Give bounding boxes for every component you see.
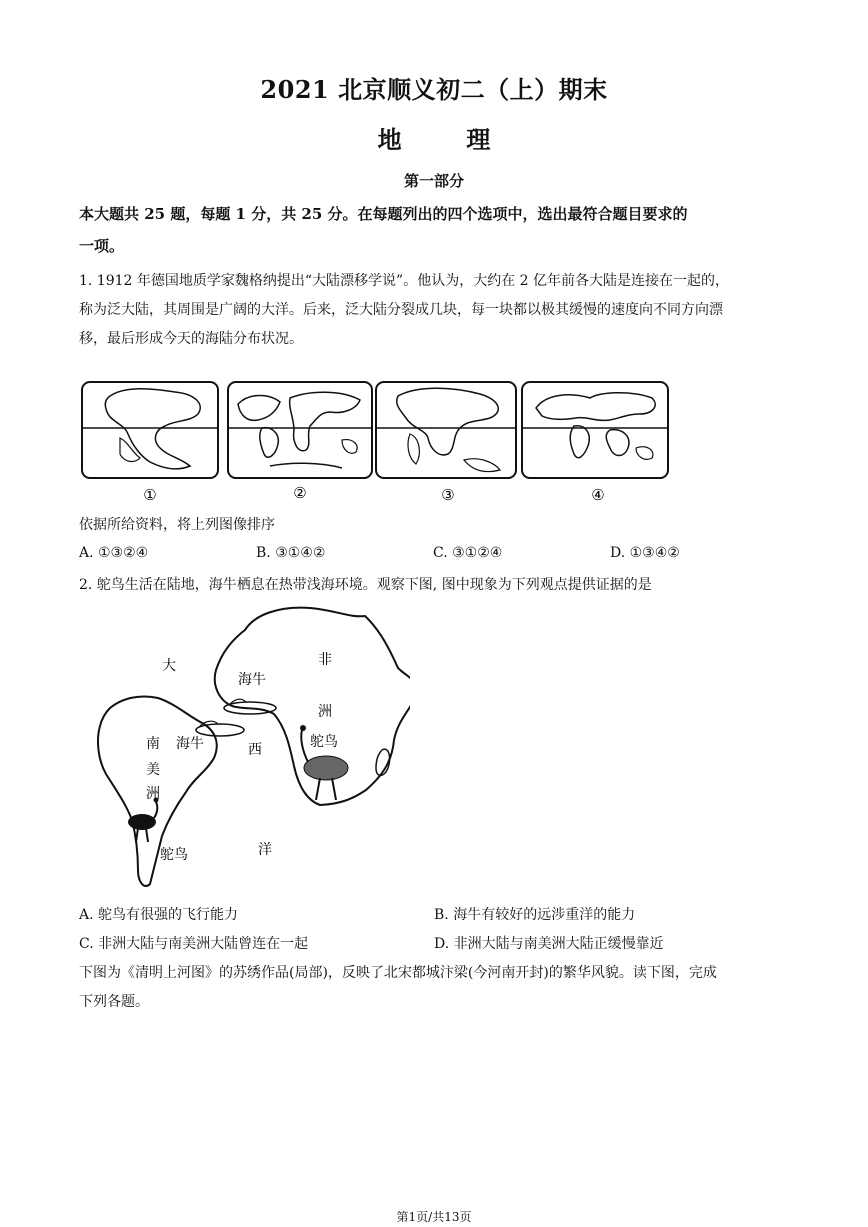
q1-line-2: 称为泛大陆，其周围是广阔的大洋。后来，泛大陆分裂成几块，每一块都以极其缓慢的速度向不同方向漂 [79,302,723,318]
drift-map-label-4: ④ [591,486,605,504]
label-mei: 美 [146,762,160,778]
subject-title [0,120,868,155]
label-da: 大 [162,658,176,674]
subject-char-1: 地 [377,125,402,154]
q2-stem: 2. 鸵鸟生活在陆地，海牛栖息在热带浅海环境。观察下图, 图中现象为下列观点提供证据的是 [79,577,652,593]
label-ostrich-sa: 鸵鸟 [160,847,188,863]
label-ostrich-africa: 鸵鸟 [310,734,338,750]
label-manatee-sa: 海牛 [176,736,204,752]
atlantic-map [80,600,410,895]
section-heading: 第一部分 [403,172,464,190]
q2-option-a[interactable]: A. 鸵鸟有很强的飞行能力 [79,907,239,923]
passage-line-2: 下列各题。 [79,994,149,1010]
drift-map-2 [228,382,372,478]
q2-option-d[interactable]: D. 非洲大陆与南美洲大陆正缓慢靠近 [434,936,664,952]
drift-map-3 [376,382,516,478]
label-nan: 南 [146,736,160,752]
q1-stem: 依据所给资料，将上列图像排序 [79,517,275,533]
instructions-line-2: 一项。 [79,237,125,255]
exam-title: 2021 北京顺义初二（上）期末 [260,75,608,104]
passage-line-1: 下图为《清明上河图》的苏绣作品(局部)，反映了北宋都城汴梁(今河南开封)的繁华风貌。读下图，完成 [79,965,717,981]
q1-option-b[interactable]: B. ③①④② [256,545,326,561]
label-manatee-africa: 海牛 [238,672,266,688]
drift-map-1 [82,382,218,478]
q2-option-c[interactable]: C. 非洲大陆与南美洲大陆曾连在一起 [79,936,309,952]
q1-option-d[interactable]: D. ①③④② [610,545,680,561]
label-zhou-africa: 洲 [318,704,332,720]
label-xi: 西 [248,742,262,758]
subject-char-2: 理 [466,125,491,154]
ostrich-sa-icon [128,798,159,843]
page-footer: 第1页/共13页 [396,1210,472,1224]
q1-line-3: 移，最后形成今天的海陆分布状况。 [79,331,303,347]
continental-drift-maps [80,378,680,508]
q2-option-b[interactable]: B. 海牛有较好的远涉重洋的能力 [434,907,636,923]
instructions-line-1: 本大题共 25 题，每题 1 分，共 25 分。在每题列出的四个选项中，选出最符合题目要求的 [79,205,688,223]
label-fei: 非 [318,652,332,668]
q1-option-c[interactable]: C. ③①②④ [433,545,503,561]
label-zhou-sa: 洲 [146,786,160,802]
drift-map-label-1: ① [143,486,157,504]
manatee-sa-icon [196,721,244,736]
drift-map-label-3: ③ [441,486,455,504]
q1-option-a[interactable]: A. ①③②④ [79,545,149,561]
drift-map-4 [522,382,668,478]
q1-line-1: 1. 1912 年德国地质学家魏格纳提出“大陆漂移学说”。他认为，大约在 2 亿年前各大陆是连接在一起的， [79,273,730,289]
drift-map-label-2: ② [293,484,307,502]
label-yang: 洋 [258,842,272,858]
